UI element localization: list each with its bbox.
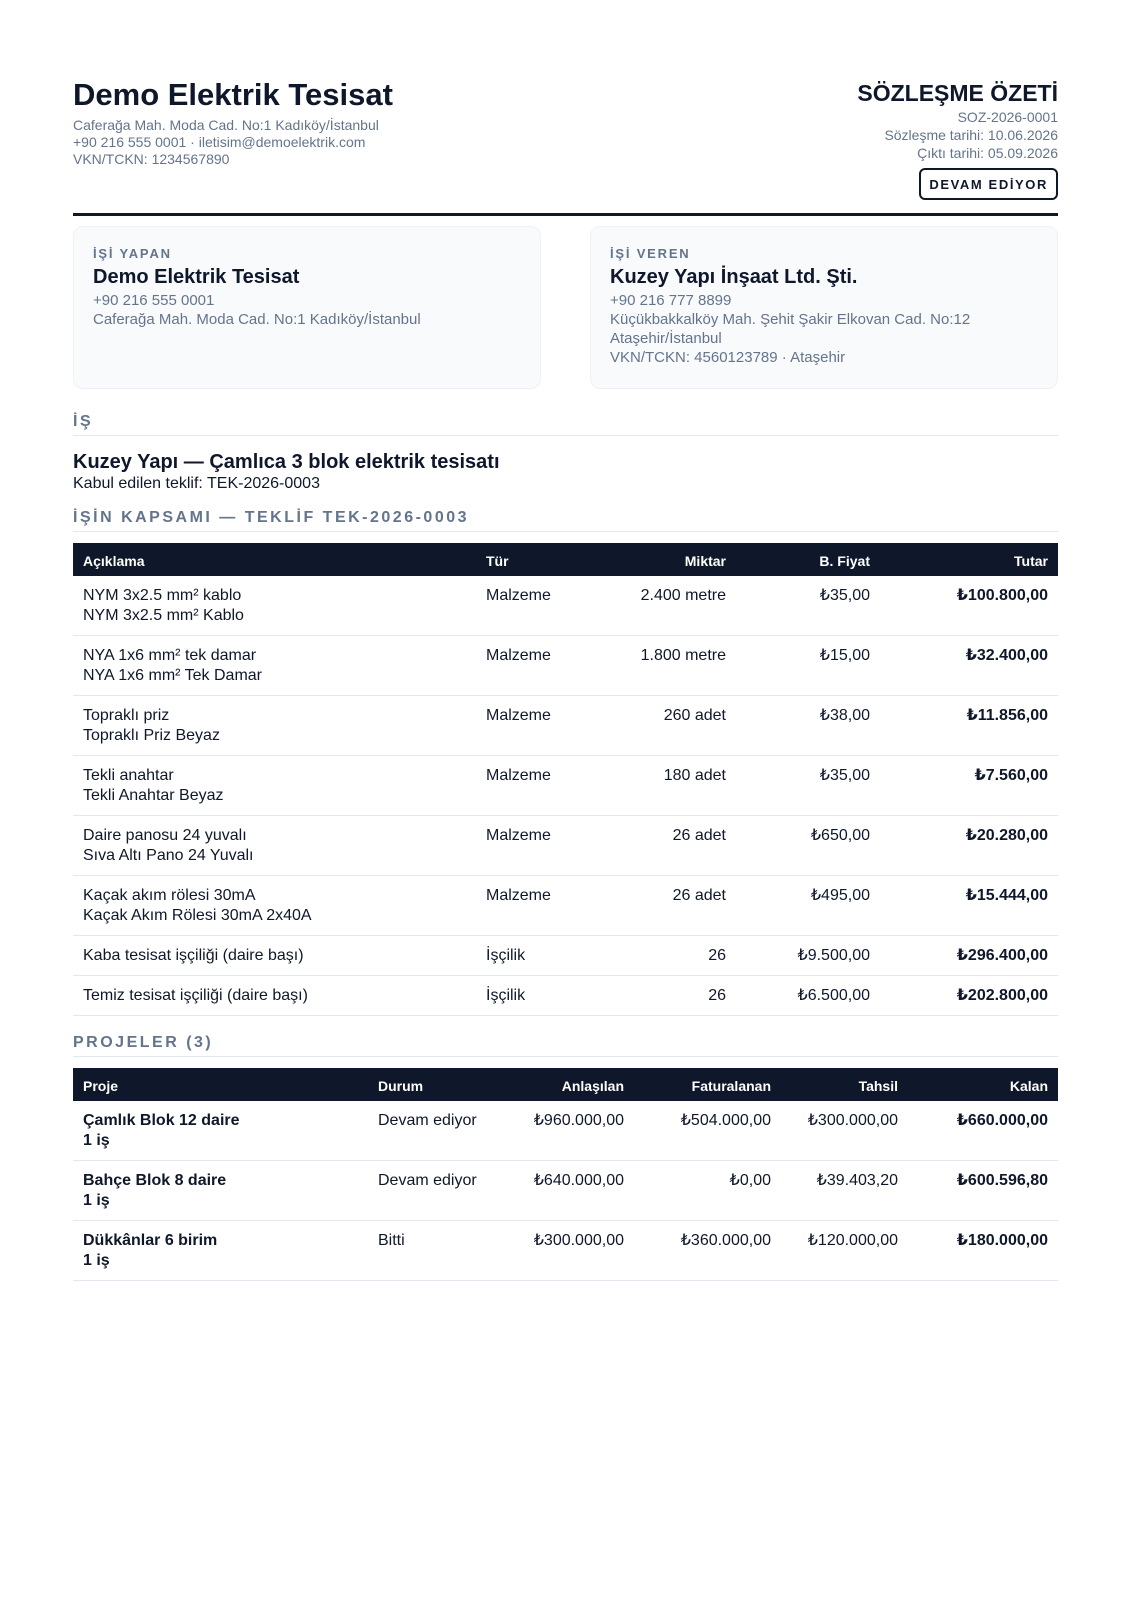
column-header-remaining: Kalan: [908, 1068, 1058, 1101]
project-invoiced: ₺360.000,00: [634, 1221, 781, 1281]
client-tax-id: VKN/TCKN: 4560123789 · Ataşehir: [610, 349, 846, 366]
table-row: [73, 1101, 1058, 1161]
item-description: Kaba tesisat işçiliği (daire başı): [83, 947, 304, 964]
column-header-description: Açıklama: [73, 543, 476, 576]
item-type: Malzeme: [476, 816, 576, 876]
client-address-line-2: Ataşehir/İstanbul: [610, 330, 722, 347]
project-name: Bahçe Blok 8 daire: [83, 1172, 227, 1189]
table-row: [73, 756, 1058, 816]
company-name: Demo Elektrik Tesisat: [73, 77, 393, 112]
job-section: [73, 413, 1058, 494]
contractor-name: Demo Elektrik Tesisat: [93, 266, 300, 288]
project-agreed: ₺300.000,00: [508, 1221, 634, 1281]
item-total: ₺100.800,00: [880, 576, 1058, 636]
project-invoiced: ₺504.000,00: [634, 1101, 781, 1161]
column-header-quantity: Miktar: [576, 543, 736, 576]
item-unit-price: ₺650,00: [736, 816, 880, 876]
column-header-collected: Tahsil: [781, 1068, 908, 1101]
project-status: Devam ediyor: [368, 1161, 508, 1221]
item-quantity: 260 adet: [576, 696, 736, 756]
column-header-agreed: Anlaşılan: [508, 1068, 634, 1101]
item-unit-price: ₺495,00: [736, 876, 880, 936]
item-description: NYA 1x6 mm² tek damar: [83, 647, 257, 664]
item-quantity: 2.400 metre: [576, 576, 736, 636]
item-description: Topraklı priz: [83, 707, 170, 724]
item-unit-price: ₺35,00: [736, 756, 880, 816]
item-quantity: 180 adet: [576, 756, 736, 816]
item-total: ₺15.444,00: [880, 876, 1058, 936]
item-description: Tekli anahtar: [83, 767, 174, 784]
item-total: ₺296.400,00: [880, 936, 1058, 976]
item-type: Malzeme: [476, 876, 576, 936]
item-description: Kaçak akım rölesi 30mA: [83, 887, 256, 904]
project-agreed: ₺960.000,00: [508, 1101, 634, 1161]
item-product: Tekli Anahtar Beyaz: [83, 787, 224, 804]
item-quantity: 26: [576, 976, 736, 1016]
item-unit-price: ₺35,00: [736, 576, 880, 636]
column-header-project: Proje: [73, 1068, 368, 1101]
item-total: ₺11.856,00: [880, 696, 1058, 756]
contract-summary-page: [73, 0, 1058, 1281]
item-quantity: 26 adet: [576, 876, 736, 936]
item-product: NYA 1x6 mm² Tek Damar: [83, 667, 263, 684]
contract-date: Sözleşme tarihi: 10.06.2026: [884, 127, 1058, 143]
project-agreed: ₺640.000,00: [508, 1161, 634, 1221]
item-product: NYM 3x2.5 mm² Kablo: [83, 607, 244, 624]
table-row: [73, 816, 1058, 876]
item-type: İşçilik: [476, 976, 576, 1016]
client-name: Kuzey Yapı İnşaat Ltd. Şti.: [610, 266, 858, 288]
contractor-address: Caferağa Mah. Moda Cad. No:1 Kadıköy/İstanbul: [93, 311, 421, 328]
item-unit-price: ₺15,00: [736, 636, 880, 696]
project-remaining: ₺660.000,00: [908, 1101, 1058, 1161]
projects-heading: PROJELER (3): [73, 1034, 1058, 1057]
projects-table: [73, 1068, 1058, 1281]
company-contact: +90 216 555 0001 · iletisim@demoelektrik.com: [73, 134, 366, 150]
table-row: [73, 696, 1058, 756]
print-date: Çıktı tarihi: 05.09.2026: [917, 145, 1058, 161]
contractor-card: [73, 226, 541, 389]
accepted-offer: Kabul edilen teklif: TEK-2026-0003: [73, 475, 320, 492]
project-status: Bitti: [368, 1221, 508, 1281]
company-info: [73, 78, 393, 168]
project-job-count: 1 iş: [83, 1132, 110, 1149]
item-quantity: 1.800 metre: [576, 636, 736, 696]
item-product: Sıva Altı Pano 24 Yuvalı: [83, 847, 254, 864]
job-heading: İŞ: [73, 413, 1058, 436]
item-total: ₺202.800,00: [880, 976, 1058, 1016]
job-title: Kuzey Yapı — Çamlıca 3 blok elektrik tesisatı: [73, 451, 500, 473]
table-row: [73, 936, 1058, 976]
item-type: Malzeme: [476, 636, 576, 696]
project-collected: ₺39.403,20: [781, 1161, 908, 1221]
item-unit-price: ₺6.500,00: [736, 976, 880, 1016]
item-type: Malzeme: [476, 696, 576, 756]
column-header-total: Tutar: [880, 543, 1058, 576]
table-header-row: [73, 543, 1058, 576]
client-address-line-1: Küçükbakkalköy Mah. Şehit Şakir Elkovan Cad. No:12: [610, 311, 971, 328]
contractor-label: İŞİ YAPAN: [93, 246, 172, 261]
project-collected: ₺120.000,00: [781, 1221, 908, 1281]
item-unit-price: ₺9.500,00: [736, 936, 880, 976]
project-job-count: 1 iş: [83, 1192, 110, 1209]
document-title: SÖZLEŞME ÖZETİ: [857, 80, 1058, 106]
table-row: [73, 876, 1058, 936]
table-row: [73, 1221, 1058, 1281]
column-header-type: Tür: [476, 543, 576, 576]
project-collected: ₺300.000,00: [781, 1101, 908, 1161]
column-header-status: Durum: [368, 1068, 508, 1101]
project-invoiced: ₺0,00: [634, 1161, 781, 1221]
item-total: ₺7.560,00: [880, 756, 1058, 816]
project-status: Devam ediyor: [368, 1101, 508, 1161]
item-quantity: 26: [576, 936, 736, 976]
column-header-invoiced: Faturalanan: [634, 1068, 781, 1101]
scope-table: [73, 543, 1058, 1016]
item-unit-price: ₺38,00: [736, 696, 880, 756]
table-row: [73, 576, 1058, 636]
project-name: Dükkânlar 6 birim: [83, 1232, 218, 1249]
item-product: Kaçak Akım Rölesi 30mA 2x40A: [83, 907, 312, 924]
table-header-row: [73, 1068, 1058, 1101]
item-quantity: 26 adet: [576, 816, 736, 876]
project-remaining: ₺600.596,80: [908, 1161, 1058, 1221]
item-description: Daire panosu 24 yuvalı: [83, 827, 247, 844]
scope-heading: İŞİN KAPSAMI — TEKLİF TEK-2026-0003: [73, 509, 1058, 532]
company-tax-id: VKN/TCKN: 1234567890: [73, 151, 230, 167]
item-type: İşçilik: [476, 936, 576, 976]
company-address: Caferağa Mah. Moda Cad. No:1 Kadıköy/İstanbul: [73, 117, 379, 133]
client-phone: +90 216 777 8899: [610, 292, 732, 309]
parties: [73, 226, 1058, 389]
table-row: [73, 1161, 1058, 1221]
item-total: ₺32.400,00: [880, 636, 1058, 696]
client-label: İŞİ VEREN: [610, 246, 691, 261]
item-type: Malzeme: [476, 576, 576, 636]
item-product: Topraklı Priz Beyaz: [83, 727, 220, 744]
item-description: Temiz tesisat işçiliği (daire başı): [83, 987, 308, 1004]
contractor-phone: +90 216 555 0001: [93, 292, 215, 309]
item-type: Malzeme: [476, 756, 576, 816]
item-total: ₺20.280,00: [880, 816, 1058, 876]
document-info: [857, 78, 1058, 200]
table-row: [73, 976, 1058, 1016]
column-header-unit-price: B. Fiyat: [736, 543, 880, 576]
project-remaining: ₺180.000,00: [908, 1221, 1058, 1281]
status-badge: DEVAM EDİYOR: [919, 168, 1058, 200]
table-row: [73, 636, 1058, 696]
project-name: Çamlık Blok 12 daire: [83, 1112, 240, 1129]
project-job-count: 1 iş: [83, 1252, 110, 1269]
client-card: [590, 226, 1058, 389]
document-number: SOZ-2026-0001: [957, 109, 1058, 125]
item-description: NYM 3x2.5 mm² kablo: [83, 587, 242, 604]
document-header: [73, 78, 1058, 216]
